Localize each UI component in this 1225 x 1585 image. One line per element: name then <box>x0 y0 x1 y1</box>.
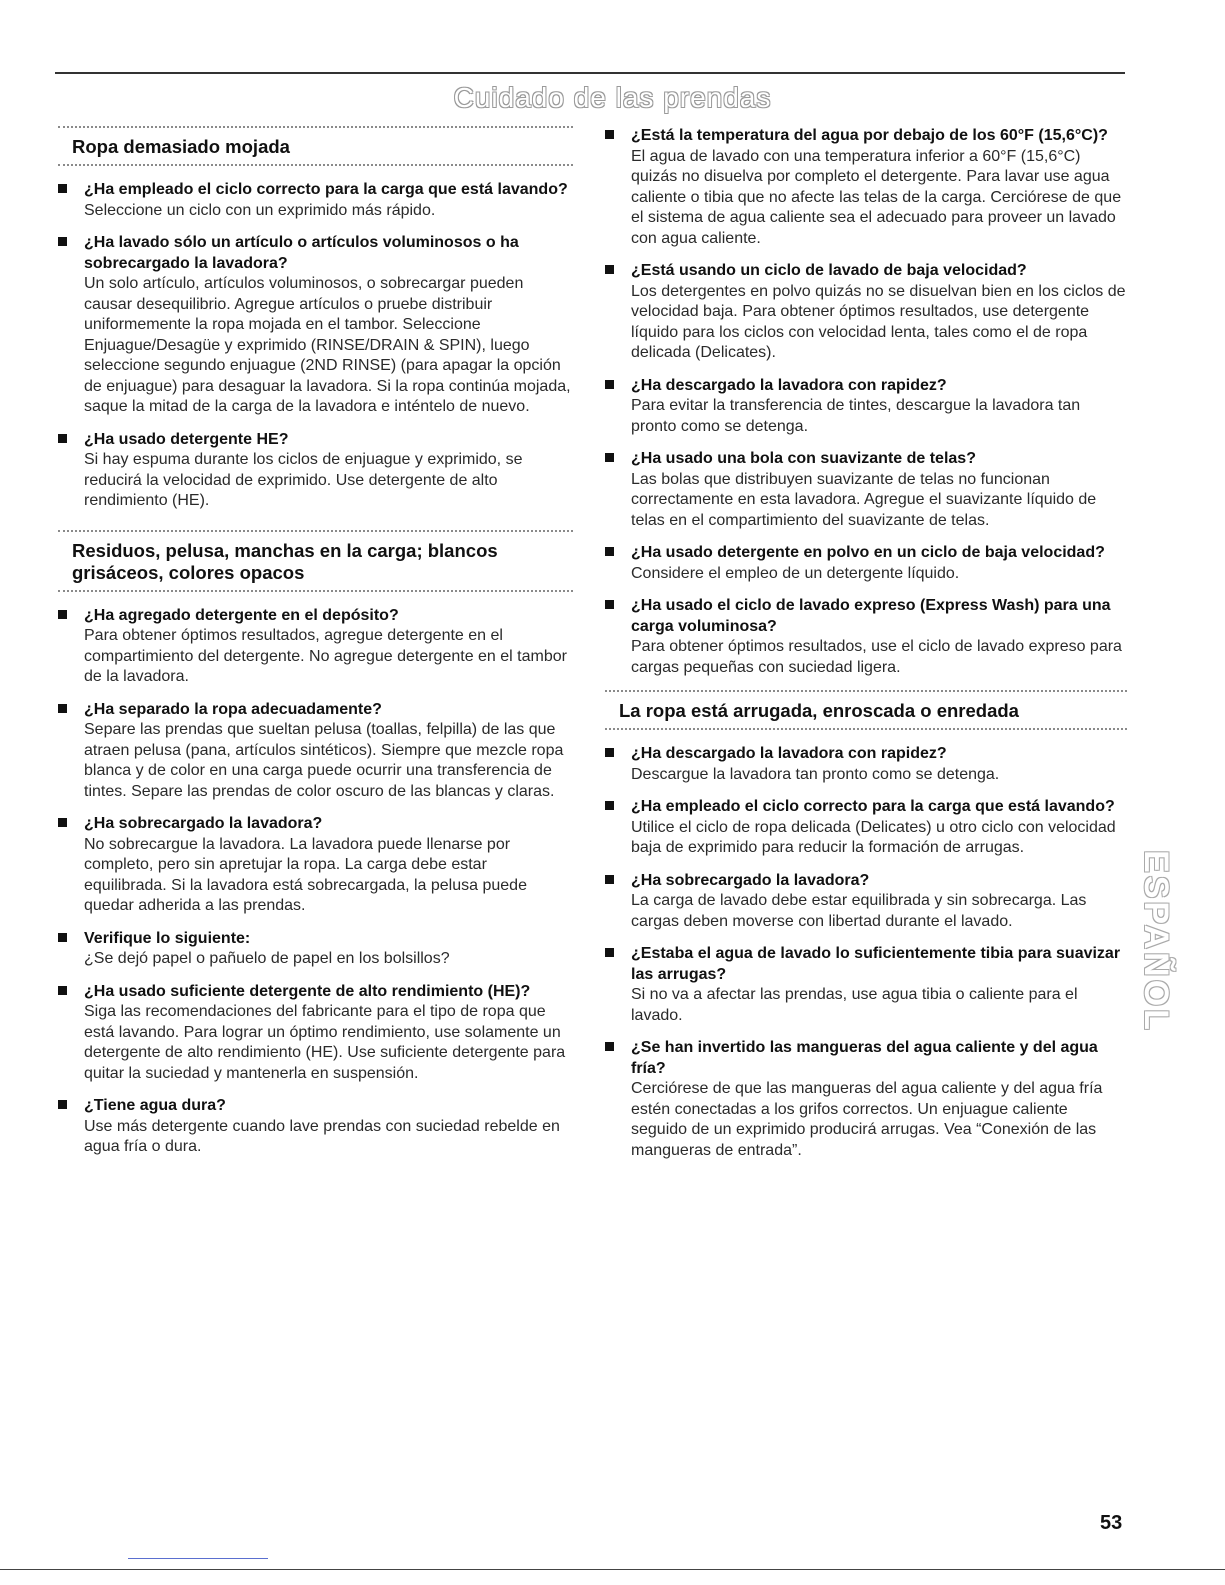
item-question: ¿Ha empleado el ciclo correcto para la carga que está lavando? <box>631 798 1115 815</box>
section-heading <box>605 690 1127 730</box>
item-answer: Siga las recomendaciones del fabricante para el tipo de ropa que está lavando. Para lograr un óptimo rendimiento, use solamente un detergente de alto rendimiento (HE). Use suficiente detergente para quitar la suciedad y mantenerla en suspensión. <box>84 1003 566 1082</box>
item-question: ¿Ha usado una bola con suavizante de telas? <box>631 450 976 467</box>
square-bullet-icon <box>605 453 614 462</box>
dotted-divider <box>58 164 573 166</box>
square-bullet-icon <box>605 1042 614 1051</box>
section-title-wet-clothes: Ropa demasiado mojada <box>72 136 290 157</box>
item-question: ¿Está usando un ciclo de lavado de baja velocidad? <box>631 262 1027 279</box>
square-bullet-icon <box>605 801 614 810</box>
square-bullet-icon <box>605 948 614 957</box>
troubleshoot-item <box>605 126 1127 249</box>
section-title-wrinkled: La ropa está arrugada, enroscada o enredada <box>619 700 1019 721</box>
page-number: 53 <box>1100 1512 1123 1534</box>
square-bullet-icon <box>58 704 67 713</box>
left-column <box>58 126 573 1170</box>
troubleshoot-item <box>58 814 573 917</box>
square-bullet-icon <box>58 818 67 827</box>
page-title: Cuidado de las prendas <box>453 82 772 113</box>
item-answer: El agua de lavado con una temperatura inferior a 60°F (15,6°C) quizás no disuelva por completo el detergente. Para lavar use agua caliente o tibia que no afecte las telas de la carga. Cerciórese de que el sistema de agua caliente sea el adecuado para proveer un lavado con agua caliente. <box>631 147 1122 247</box>
section-heading <box>58 530 573 592</box>
item-answer: Para obtener óptimos resultados, use el ciclo de lavado expreso para cargas pequeñas con suciedad ligera. <box>631 638 1122 676</box>
troubleshoot-item <box>605 261 1127 364</box>
dotted-divider <box>58 590 573 592</box>
item-question: ¿Ha sobrecargado la lavadora? <box>84 815 323 832</box>
item-answer: Seleccione un ciclo con un exprimido más rápido. <box>84 201 436 219</box>
square-bullet-icon <box>605 547 614 556</box>
bottom-mark <box>128 1558 268 1559</box>
item-answer: No sobrecargue la lavadora. La lavadora puede llenarse por completo, pero sin apretujar la ropa. La carga debe estar equilibrada. Si la lavadora está sobrecargada, la pelusa puede quedar adherida a las prendas. <box>84 835 527 914</box>
square-bullet-icon <box>58 434 67 443</box>
item-question: ¿Ha usado detergente en polvo en un ciclo de baja velocidad? <box>631 544 1105 561</box>
troubleshoot-item <box>58 929 573 970</box>
item-question: ¿Ha usado detergente HE? <box>84 430 289 448</box>
item-answer: Si no va a afectar las prendas, use agua tibia o caliente para el lavado. <box>631 986 1078 1024</box>
item-question: ¿Ha descargado la lavadora con rapidez? <box>631 376 947 394</box>
item-answer: Use más detergente cuando lave prendas con suciedad rebelde en agua fría o dura. <box>84 1117 560 1155</box>
troubleshoot-item <box>605 871 1127 933</box>
item-answer: Un solo artículo, artículos voluminosos, o sobrecargar pueden causar desequilibrio. Agregue artículos o pruebe distribuir uniformemente la ropa mojada en el tambor. Seleccione Enjuague/Desagüe y exprimido (RINSE/DRAIN & SPIN), luego seleccione segundo enjuague (2ND RINSE) (para apagar la opción de enjuague) para desaguar la lavadora. Si la ropa continúa mojada, saque la mitad de la carga de la lavadora e inténtelo de nuevo. <box>84 275 571 415</box>
top-rule <box>55 72 1125 74</box>
item-answer: Separe las prendas que sueltan pelusa (toallas, felpilla) de las que atraen pelusa (pana, artículos sintéticos). Siempre que mezcle ropa blanca y de color en una carga puede ocurrir una transferencia de tintes. Separe las prendas de color oscuro de las blancas y claras. <box>84 721 564 800</box>
item-answer: Si hay espuma durante los ciclos de enjuague y exprimido, se reducirá la velocidad de exprimido. Use detergente de alto rendimiento (HE). <box>84 451 523 509</box>
item-question: ¿Ha empleado el ciclo correcto para la carga que está lavando? <box>84 181 568 198</box>
troubleshoot-item <box>58 180 573 221</box>
item-question: ¿Ha usado suficiente detergente de alto rendimiento (HE)? <box>84 982 531 1000</box>
language-side-tab <box>1136 812 1175 1070</box>
troubleshoot-item <box>605 744 1127 785</box>
item-question: ¿Ha usado el ciclo de lavado expreso (Express Wash) para una carga voluminosa? <box>631 597 1111 635</box>
troubleshoot-item <box>58 982 573 1085</box>
troubleshoot-item <box>58 233 573 418</box>
troubleshoot-item <box>605 596 1127 678</box>
troubleshoot-item <box>58 430 573 512</box>
item-answer: Para evitar la transferencia de tintes, descargue la lavadora tan pronto como se detenga. <box>631 397 1081 435</box>
item-question: ¿Estaba el agua de lavado lo suficientemente tibia para suavizar las arrugas? <box>631 945 1121 983</box>
bottom-rule <box>0 1569 1225 1570</box>
square-bullet-icon <box>605 380 614 389</box>
item-answer: Considere el empleo de un detergente líquido. <box>631 564 960 582</box>
item-answer: Descargue la lavadora tan pronto como se detenga. <box>631 765 1000 783</box>
square-bullet-icon <box>58 1100 67 1109</box>
item-question: ¿Ha sobrecargado la lavadora? <box>631 871 870 889</box>
square-bullet-icon <box>605 265 614 274</box>
troubleshoot-item <box>58 606 573 688</box>
troubleshoot-list <box>605 744 1127 1161</box>
square-bullet-icon <box>605 600 614 609</box>
right-column <box>605 126 1127 1173</box>
troubleshoot-list <box>58 606 573 1158</box>
dotted-divider <box>605 728 1127 730</box>
troubleshoot-item <box>58 700 573 803</box>
troubleshoot-item <box>605 944 1127 1026</box>
square-bullet-icon <box>605 875 614 884</box>
square-bullet-icon <box>58 237 67 246</box>
item-answer: Cerciórese de que las mangueras del agua caliente y del agua fría estén conectadas a los grifos correctos. Un enjuague caliente seguido de un exprimido producirá arrugas. Vea “Conexión de las mangueras de entrada”. <box>631 1080 1103 1159</box>
troubleshoot-item <box>605 449 1127 531</box>
square-bullet-icon <box>58 986 67 995</box>
item-question: ¿Ha agregado detergente en el depósito? <box>84 606 399 624</box>
troubleshoot-item <box>605 543 1127 584</box>
item-question: Verifique lo siguiente: <box>84 929 251 947</box>
section-heading <box>58 126 573 166</box>
item-answer: Para obtener óptimos resultados, agregue detergente en el compartimiento del detergente. No agregue detergente en el tambor de la lavadora. <box>84 627 567 685</box>
square-bullet-icon <box>58 184 67 193</box>
troubleshoot-list <box>58 180 573 512</box>
item-question: ¿Ha separado la ropa adecuadamente? <box>84 700 382 718</box>
troubleshoot-item <box>605 376 1127 438</box>
item-answer: Utilice el ciclo de ropa delicada (Delicates) u otro ciclo con velocidad baja de exprimido para reducir la formación de arrugas. <box>631 818 1116 856</box>
item-answer: ¿Se dejó papel o pañuelo de papel en los bolsillos? <box>84 950 450 967</box>
item-answer: Las bolas que distribuyen suavizante de telas no funcionan correctamente en esta lavadora. Agregue el suavizante líquido de telas en el compartimiento del suavizante de telas. <box>631 470 1097 529</box>
item-question: ¿Tiene agua dura? <box>84 1097 226 1114</box>
section-title-residues: Residuos, pelusa, manchas en la carga; blancos grisáceos, colores opacos <box>72 539 498 583</box>
item-answer: La carga de lavado debe estar equilibrada y sin sobrecarga. Las cargas deben moverse con libertad durante el lavado. <box>631 892 1087 930</box>
troubleshoot-item <box>605 797 1127 859</box>
troubleshoot-list <box>605 126 1127 678</box>
square-bullet-icon <box>605 748 614 757</box>
item-question: ¿Ha descargado la lavadora con rapidez? <box>631 745 947 762</box>
troubleshoot-item <box>605 1038 1127 1161</box>
item-question: ¿Ha lavado sólo un artículo o artículos voluminosos o ha sobrecargado la lavadora? <box>84 234 519 272</box>
square-bullet-icon <box>58 933 67 942</box>
side-tab-label: ESPAÑOL <box>1136 849 1175 1033</box>
square-bullet-icon <box>58 610 67 619</box>
item-question: ¿Se han invertido las mangueras del agua caliente y del agua fría? <box>631 1039 1098 1077</box>
item-question: ¿Está la temperatura del agua por debajo de los 60°F (15,6°C)? <box>631 127 1108 144</box>
item-answer: Los detergentes en polvo quizás no se disuelvan bien en los ciclos de velocidad baja. Para obtener óptimos resultados, use detergente líquido para los ciclos con velocidad lenta, tales como el de ropa delicada (Delicates). <box>631 282 1126 361</box>
square-bullet-icon <box>605 130 614 139</box>
troubleshoot-item <box>58 1096 573 1158</box>
